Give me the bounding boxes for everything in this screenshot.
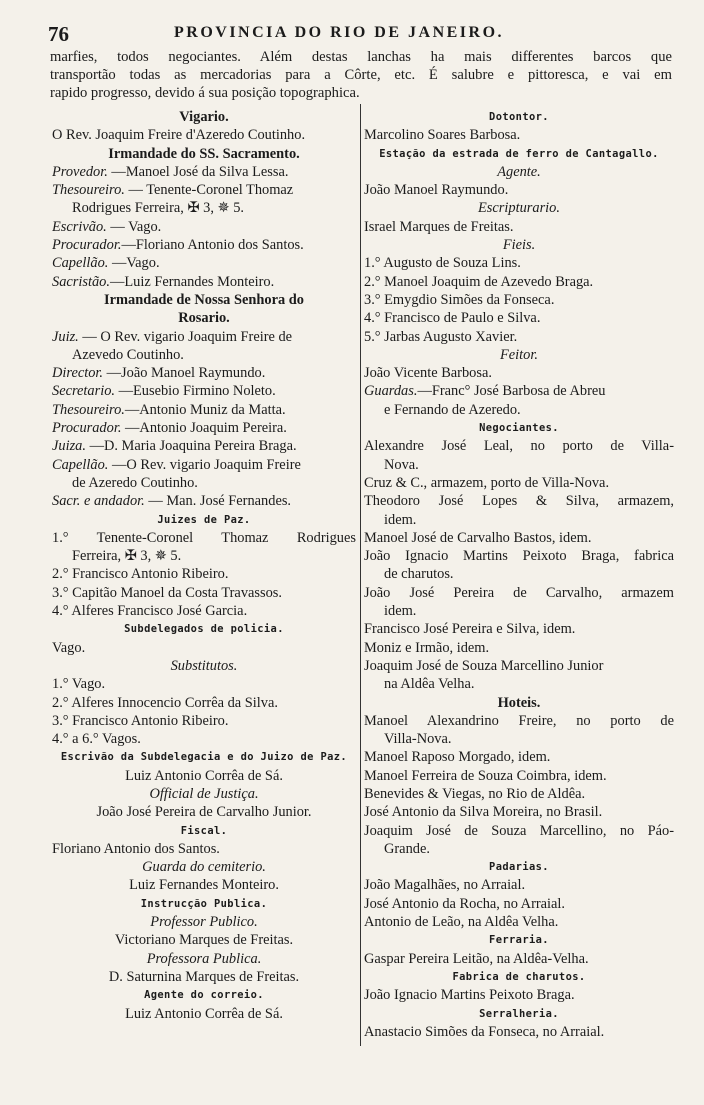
role-label: Capellão.: [52, 255, 109, 272]
list-item-cont: Grande.: [384, 840, 430, 857]
section-heading-padarias: Padarias.: [489, 861, 549, 874]
entry-text: — O Rev. vigario Joaquim Freire de: [78, 328, 293, 345]
column-divider: [360, 104, 361, 1046]
list-item: 1.° Augusto de Souza Lins.: [364, 255, 521, 272]
entry-sacristao-andador: [52, 492, 356, 510]
section-heading-negociantes: Negociantes.: [479, 422, 559, 435]
role-label: Procurador.: [52, 237, 122, 254]
entry-text: —Vago.: [108, 255, 160, 272]
section-heading-vigario: Vigario.: [179, 109, 229, 125]
section-heading-sacramento: Irmandade do SS. Sacramento.: [108, 145, 300, 162]
entry-thesoureiro: [52, 401, 356, 419]
list-item: Manoel Ferreira de Souza Coimbra, idem.: [364, 767, 607, 784]
entry-thesoureiro: [52, 181, 356, 199]
list-item: Ferreira, ✠ 3, ✵ 5.: [72, 548, 182, 565]
list-item: 4.° a 6.° Vagos.: [52, 731, 141, 748]
list-item: Manoel José de Carvalho Bastos, idem.: [364, 529, 592, 546]
section-heading-ferraria: Ferraria.: [489, 934, 549, 947]
page-header: [48, 20, 673, 46]
entry-continuation: de Azeredo Coutinho.: [72, 474, 198, 491]
section-heading-fabrica: Fabrica de charutos.: [452, 970, 586, 983]
role-label: Director.: [52, 365, 104, 382]
list-item-cont: Villa-Nova.: [384, 731, 452, 748]
running-title: PROVINCIA DO RIO DE JANEIRO.: [174, 24, 505, 41]
correio-name: Luiz Antonio Corrêa de Sá.: [125, 1005, 283, 1022]
list-item: 4.° Alferes Francisco José Garcia.: [52, 603, 248, 620]
list-item: João Ignacio Martins Peixoto Braga, fabrica: [364, 548, 674, 565]
entry-text: —O Rev. vigario Joaquim Freire: [108, 456, 301, 473]
entry-continuation: e Fernando de Azeredo.: [384, 401, 521, 418]
role-label: Procurador.: [52, 420, 122, 437]
entry-text: — Vago.: [106, 218, 162, 235]
role-label: Juiz.: [52, 328, 79, 345]
role-label: Thesoureiro.: [52, 401, 125, 418]
right-column: [364, 108, 674, 1041]
list-item: 3.° Emygdio Simões da Fonseca.: [364, 291, 555, 308]
entry-guardas: [364, 382, 674, 400]
subheading-agente: Agente.: [497, 163, 541, 180]
entry-continuation: Azevedo Coutinho.: [72, 346, 184, 363]
role-label: Juiza.: [52, 438, 86, 455]
section-heading-dotontor: Dotontor.: [489, 111, 549, 123]
section-heading-fiscal: Fiscal.: [180, 824, 228, 837]
list-item: Benevides & Viegas, no Rio de Aldêa.: [364, 785, 586, 802]
intro-line: marfies, todos negociantes. Além destas lanchas ha mais differentes barcos que: [50, 49, 672, 65]
entry-sacristao: [52, 273, 356, 291]
professora-name: D. Saturnina Marques de Freitas.: [108, 968, 300, 985]
role-label: Sacr. e andador.: [52, 493, 145, 510]
list-item-cont: Nova.: [384, 456, 419, 473]
list-item: Antonio de Leão, na Aldêa Velha.: [364, 914, 559, 931]
list-item: Manoel Raposo Morgado, idem.: [364, 749, 551, 766]
role-label: Guardas.: [364, 383, 418, 400]
list-item: 3.° Capitão Manoel da Costa Travassos.: [52, 584, 282, 601]
list-item: 4.° Francisco de Paulo e Silva.: [364, 310, 541, 327]
entry-text: —Franc° José Barbosa de Abreu: [417, 383, 606, 400]
list-item: João José Pereira de Carvalho, armazem: [364, 584, 674, 601]
subdelegados-value: Vago.: [52, 639, 86, 656]
feitor-name: João Vicente Barbosa.: [364, 365, 492, 382]
section-heading-rosario-cont: Rosario.: [178, 310, 230, 327]
list-item: 2.° Francisco Antonio Ribeiro.: [52, 566, 229, 583]
entry-text: —Floriano Antonio dos Santos.: [121, 237, 304, 254]
list-item: 5.° Jarbas Augusto Xavier.: [364, 328, 518, 345]
entry-text: — Tenente-Coronel Thomaz: [124, 182, 294, 199]
intro-paragraph: [50, 48, 672, 102]
subheading-fieis: Fieis.: [502, 237, 536, 254]
list-item: Alexandre José Leal, no porto de Villa-: [364, 438, 674, 455]
fabrica-name: João Ignacio Martins Peixoto Braga.: [364, 987, 575, 1004]
entry-escrivao: [52, 218, 356, 236]
list-item-cont: de charutos.: [384, 566, 454, 583]
section-heading-serralheria: Serralheria.: [479, 1007, 559, 1020]
ferraria-name: Gaspar Pereira Leitão, na Aldêa-Velha.: [364, 950, 589, 967]
list-item-cont: idem.: [384, 511, 417, 528]
list-item: 2.° Alferes Innocencio Corrêa da Silva.: [52, 694, 278, 711]
section-heading-escrivao: Escrivão da Subdelegacia e do Juizo de Paz.: [60, 751, 348, 764]
subheading-professora: Professora Publica.: [146, 950, 262, 967]
professor-name: Victoriano Marques de Freitas.: [114, 932, 294, 949]
section-heading-instrucao: Instrucção Publica.: [140, 897, 268, 910]
role-label: Capellão.: [52, 456, 109, 473]
list-item: Theodoro José Lopes & Silva, armazem,: [364, 493, 674, 510]
section-heading-substitutos: Substitutos.: [170, 657, 238, 674]
agente-name: João Manoel Raymundo.: [364, 182, 509, 199]
vigario-name: O Rev. Joaquim Freire d'Azeredo Coutinho.: [52, 127, 306, 144]
entry-juiza: [52, 437, 356, 455]
intro-line: transportão todas as mercadorias para a Côrte, etc. É salubre e pittoresca, e vai em: [50, 67, 672, 83]
left-column: [52, 108, 356, 1023]
section-heading-correio: Agente do correio.: [144, 989, 264, 1002]
entry-text: —D. Maria Joaquina Pereira Braga.: [85, 438, 297, 455]
subheading-professor: Professor Publico.: [150, 914, 258, 931]
list-item: 1.° Vago.: [52, 676, 106, 693]
entry-director: [52, 364, 356, 382]
subheading-escripturario: Escripturario.: [478, 200, 560, 217]
entry-text: —João Manoel Raymundo.: [103, 365, 266, 382]
list-item: 3.° Francisco Antonio Ribeiro.: [52, 712, 229, 729]
list-item-cont: idem.: [384, 603, 417, 620]
fiscal-name: Floriano Antonio dos Santos.: [52, 840, 220, 857]
list-item: Joaquim José de Souza Marcellino, no Páo-: [364, 822, 674, 839]
section-heading-subdelegados: Subdelegados de policia.: [124, 623, 284, 636]
entry-text: —Luiz Fernandes Monteiro.: [109, 273, 275, 290]
list-item: 1.° Tenente-Coronel Thomaz Rodrigues: [52, 529, 356, 546]
official-name: João José Pereira de Carvalho Junior.: [96, 804, 312, 821]
list-item: Cruz & C., armazem, porto de Villa-Nova.: [364, 474, 610, 491]
list-item: José Antonio da Rocha, no Arraial.: [364, 895, 566, 912]
escripturario-name: Israel Marques de Freitas.: [364, 218, 514, 235]
serralheria-name: Anastacio Simões da Fonseca, no Arraial.: [364, 1023, 605, 1040]
escrivao-name: Luiz Antonio Corrêa de Sá.: [125, 767, 283, 784]
list-item: Joaquim José de Souza Marcellino Junior: [364, 657, 604, 674]
entry-text: —Eusebio Firmino Noleto.: [115, 383, 276, 400]
role-label: Thesoureiro.: [52, 182, 125, 199]
list-item: 2.° Manoel Joaquim de Azevedo Braga.: [364, 273, 594, 290]
role-label: Provedor.: [52, 163, 108, 180]
dotontor-name: Marcolino Soares Barbosa.: [364, 127, 521, 144]
section-heading-juizes: Juizes de Paz.: [157, 513, 251, 526]
list-item: José Antonio da Silva Moreira, no Brasil.: [364, 804, 603, 821]
section-heading-rosario: Irmandade de Nossa Senhora do: [104, 291, 304, 308]
subheading-feitor: Feitor.: [500, 346, 538, 363]
list-item: João Magalhães, no Arraial.: [364, 877, 526, 894]
entry-juiz: [52, 328, 356, 346]
section-heading-guarda: Guarda do cemiterio.: [142, 859, 266, 876]
entry-text: —Manoel José da Silva Lessa.: [107, 163, 289, 180]
entry-procurador: [52, 419, 356, 437]
page-number: 76: [48, 22, 69, 46]
entry-continuation: Rodrigues Ferreira, ✠ 3, ✵ 5.: [72, 200, 244, 217]
intro-line: rapido progresso, devido á sua posição topographica.: [50, 85, 360, 101]
entry-text: — Man. José Fernandes.: [144, 493, 292, 510]
role-label: Escrivão.: [52, 218, 107, 235]
entry-procurador: [52, 236, 356, 254]
entry-capellao: [52, 456, 356, 474]
role-label: Secretario.: [52, 383, 116, 400]
entry-capellao: [52, 254, 356, 272]
section-heading-official: Official de Justiça.: [149, 785, 259, 802]
list-item-cont: na Aldêa Velha.: [384, 676, 475, 693]
list-item: Francisco José Pereira e Silva, idem.: [364, 621, 576, 638]
list-item: Moniz e Irmão, idem.: [364, 639, 490, 656]
entry-provedor: [52, 163, 356, 181]
entry-secretario: [52, 382, 356, 400]
entry-text: —Antonio Muniz da Matta.: [124, 401, 286, 418]
section-heading-estacao: Estação da estrada de ferro de Cantagallo.: [379, 147, 659, 160]
role-label: Sacristão.: [52, 273, 110, 290]
list-item: Manoel Alexandrino Freire, no porto de: [364, 712, 674, 729]
section-heading-hoteis: Hoteis.: [497, 694, 541, 711]
entry-text: —Antonio Joaquim Pereira.: [121, 420, 287, 437]
guarda-name: Luiz Fernandes Monteiro.: [129, 877, 279, 894]
